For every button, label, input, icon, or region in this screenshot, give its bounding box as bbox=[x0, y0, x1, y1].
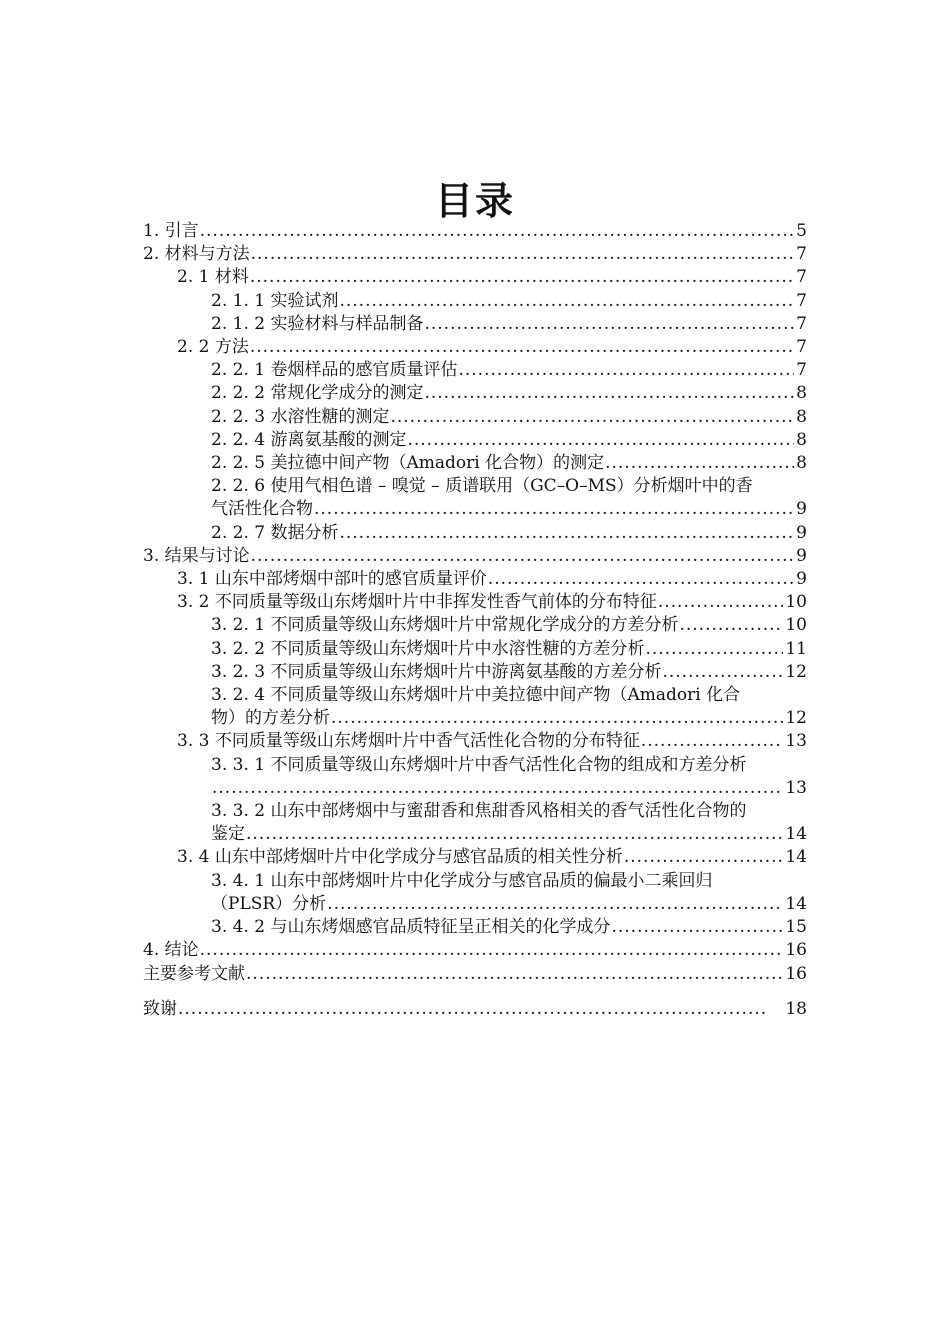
toc-entry-3-2[interactable] bbox=[143, 591, 807, 614]
toc-page: 13 bbox=[785, 731, 807, 752]
toc-entry-acknowledgements[interactable] bbox=[143, 998, 807, 1021]
toc-page: 13 bbox=[785, 777, 807, 798]
toc-page: 9 bbox=[796, 499, 807, 520]
toc-label: 1. 引言 bbox=[143, 221, 199, 241]
toc-label-line2: 物）的方差分析 bbox=[211, 708, 330, 729]
toc-label: 4. 结论 bbox=[143, 940, 199, 961]
toc-entry-references[interactable] bbox=[143, 963, 807, 986]
leader-dots bbox=[679, 614, 783, 637]
toc-page: 18 bbox=[785, 998, 807, 1019]
toc-entry-3-4-2[interactable] bbox=[143, 916, 807, 939]
toc-label: 2. 材料与方法 bbox=[143, 244, 250, 265]
toc-label-line1: 3. 3. 1 不同质量等级山东烤烟叶片中香气活性化合物的组成和方差分析 bbox=[211, 754, 747, 775]
leader-dots bbox=[246, 963, 783, 986]
toc-page: 15 bbox=[785, 917, 807, 938]
toc-label: 3. 4. 2 与山东烤烟感官品质特征呈正相关的化学成分 bbox=[211, 917, 611, 938]
leader-dots bbox=[662, 661, 783, 684]
toc-page: 11 bbox=[785, 638, 807, 659]
toc-page: 16 bbox=[785, 940, 807, 961]
leader-dots bbox=[645, 638, 783, 661]
toc-entry-methods[interactable] bbox=[143, 243, 807, 266]
leader-dots bbox=[251, 243, 795, 266]
toc-label: 致谢 bbox=[143, 998, 177, 1019]
leader-dots bbox=[200, 939, 784, 962]
toc-entry-2-2-6[interactable] bbox=[143, 475, 807, 521]
toc-label: 2. 1. 2 实验材料与样品制备 bbox=[211, 313, 424, 334]
toc-label-line1: 3. 4. 1 山东中部烤烟叶片中化学成分与感官品质的偏最小二乘回归 bbox=[211, 870, 713, 891]
leader-dots bbox=[488, 568, 794, 591]
toc-entry-conclusion[interactable] bbox=[143, 939, 807, 962]
toc-page: 12 bbox=[785, 661, 807, 682]
toc-label: 2. 1 材料 bbox=[177, 267, 249, 288]
toc-page: 7 bbox=[796, 267, 807, 288]
leader-dots bbox=[314, 498, 794, 521]
toc-entry-2-2-1[interactable] bbox=[143, 359, 807, 382]
toc-entry-2-2-2[interactable] bbox=[143, 382, 807, 405]
toc-label: 3. 2. 1 不同质量等级山东烤烟叶片中常规化学成分的方差分析 bbox=[211, 615, 679, 636]
toc-page: 5 bbox=[796, 221, 807, 241]
leader-dots bbox=[327, 893, 783, 916]
toc-page: 9 bbox=[796, 545, 807, 566]
toc-label: 2. 2 方法 bbox=[177, 337, 249, 358]
leader-dots bbox=[331, 707, 783, 730]
toc-entry-results[interactable] bbox=[143, 545, 807, 568]
leader-dots bbox=[458, 359, 794, 382]
toc-label: 2. 2. 7 数据分析 bbox=[211, 522, 339, 543]
toc-page: 10 bbox=[785, 615, 807, 636]
toc-entry-intro[interactable] bbox=[143, 220, 807, 243]
toc-label-line2: 鉴定 bbox=[211, 824, 245, 845]
leader-dots bbox=[250, 336, 794, 359]
toc-page: 9 bbox=[796, 522, 807, 543]
leader-dots bbox=[641, 730, 784, 753]
toc-label: 3. 1 山东中部烤烟中部叶的感官质量评价 bbox=[177, 569, 487, 590]
toc-label: 主要参考文献 bbox=[143, 963, 245, 984]
toc-entry-3-1[interactable] bbox=[143, 568, 807, 591]
toc-page: 12 bbox=[785, 708, 807, 729]
toc-page: 7 bbox=[796, 313, 807, 334]
toc-label: 3. 2. 2 不同质量等级山东烤烟叶片中水溶性糖的方差分析 bbox=[211, 638, 645, 659]
toc-entry-3-3-2[interactable] bbox=[143, 800, 807, 846]
toc-page: 7 bbox=[796, 337, 807, 358]
toc-entry-2-1-1[interactable] bbox=[143, 290, 807, 313]
page-title: 目录 bbox=[434, 178, 515, 223]
leader-dots bbox=[250, 266, 794, 289]
toc-entry-3-3[interactable] bbox=[143, 730, 807, 753]
toc-page: 10 bbox=[785, 592, 807, 613]
toc-entry-3-2-3[interactable] bbox=[143, 661, 807, 684]
toc-entry-3-2-4[interactable] bbox=[143, 684, 807, 730]
toc-entry-3-2-2[interactable] bbox=[143, 638, 807, 661]
toc-entry-2-2-5[interactable] bbox=[143, 452, 807, 475]
toc-entry-3-3-1[interactable] bbox=[143, 754, 807, 800]
toc-label: 2. 2. 1 卷烟样品的感官质量评估 bbox=[211, 360, 458, 381]
leader-dots bbox=[178, 998, 767, 1021]
leader-dots bbox=[200, 220, 795, 243]
toc-label-line2: 气活性化合物 bbox=[211, 499, 313, 520]
toc-label-line1: 2. 2. 6 使用气相色谱 – 嗅觉 – 质谱联用（GC–O–MS）分析烟叶中的香 bbox=[211, 476, 753, 497]
toc-page: 14 bbox=[785, 824, 807, 845]
toc-page: 7 bbox=[796, 360, 807, 381]
toc-label-line1: 3. 3. 2 山东中部烤烟中与蜜甜香和焦甜香风格相关的香气活性化合物的 bbox=[211, 801, 747, 822]
leader-dots bbox=[212, 777, 783, 800]
leader-dots bbox=[424, 382, 794, 405]
leader-dots bbox=[251, 545, 795, 568]
toc-page: 14 bbox=[785, 847, 807, 868]
toc-page: 14 bbox=[785, 893, 807, 914]
toc-page: 8 bbox=[796, 429, 807, 450]
toc-label-line1: 3. 2. 4 不同质量等级山东烤烟叶片中美拉德中间产物（Amadori 化合 bbox=[211, 685, 741, 706]
toc-label: 2. 1. 1 实验试剂 bbox=[211, 290, 339, 311]
leader-dots bbox=[339, 522, 794, 545]
toc-entry-2-1-2[interactable] bbox=[143, 313, 807, 336]
toc-page: 8 bbox=[796, 406, 807, 427]
toc-page: 7 bbox=[796, 244, 807, 265]
leader-dots bbox=[407, 429, 794, 452]
toc-label: 3. 2 不同质量等级山东烤烟叶片中非挥发性香气前体的分布特征 bbox=[177, 592, 657, 613]
toc-page: 7 bbox=[796, 290, 807, 311]
toc-label: 3. 结果与讨论 bbox=[143, 545, 250, 566]
table-of-contents bbox=[143, 220, 807, 1021]
leader-dots bbox=[624, 846, 784, 869]
toc-label: 2. 2. 3 水溶性糖的测定 bbox=[211, 406, 390, 427]
toc-entry-3-2-1[interactable] bbox=[143, 614, 807, 637]
leader-dots bbox=[339, 290, 794, 313]
toc-label: 3. 2. 3 不同质量等级山东烤烟叶片中游离氨基酸的方差分析 bbox=[211, 661, 662, 682]
toc-entry-2-2[interactable] bbox=[143, 336, 807, 359]
toc-label: 2. 2. 4 游离氨基酸的测定 bbox=[211, 429, 407, 450]
leader-dots bbox=[424, 313, 794, 336]
toc-entry-2-2-3[interactable] bbox=[143, 406, 807, 429]
toc-entry-2-2-4[interactable] bbox=[143, 429, 807, 452]
toc-label: 3. 4 山东中部烤烟叶片中化学成分与感官品质的相关性分析 bbox=[177, 847, 623, 868]
leader-dots bbox=[390, 406, 794, 429]
leader-dots bbox=[611, 916, 783, 939]
toc-label: 2. 2. 2 常规化学成分的测定 bbox=[211, 383, 424, 404]
toc-entry-3-4[interactable] bbox=[143, 846, 807, 869]
toc-page: 9 bbox=[796, 569, 807, 590]
toc-page: 16 bbox=[785, 963, 807, 984]
toc-page: 8 bbox=[796, 383, 807, 404]
leader-dots bbox=[246, 823, 783, 846]
toc-label: 3. 3 不同质量等级山东烤烟叶片中香气活性化合物的分布特征 bbox=[177, 731, 640, 752]
toc-label: 2. 2. 5 美拉德中间产物（Amadori 化合物）的测定 bbox=[211, 453, 605, 474]
toc-entry-3-4-1[interactable] bbox=[143, 870, 807, 916]
leader-dots bbox=[605, 452, 794, 475]
leader-dots bbox=[658, 591, 784, 614]
toc-page: 8 bbox=[796, 453, 807, 474]
toc-entry-2-2-7[interactable] bbox=[143, 522, 807, 545]
toc-label-line2: （PLSR）分析 bbox=[211, 893, 327, 914]
toc-entry-2-1[interactable] bbox=[143, 266, 807, 289]
